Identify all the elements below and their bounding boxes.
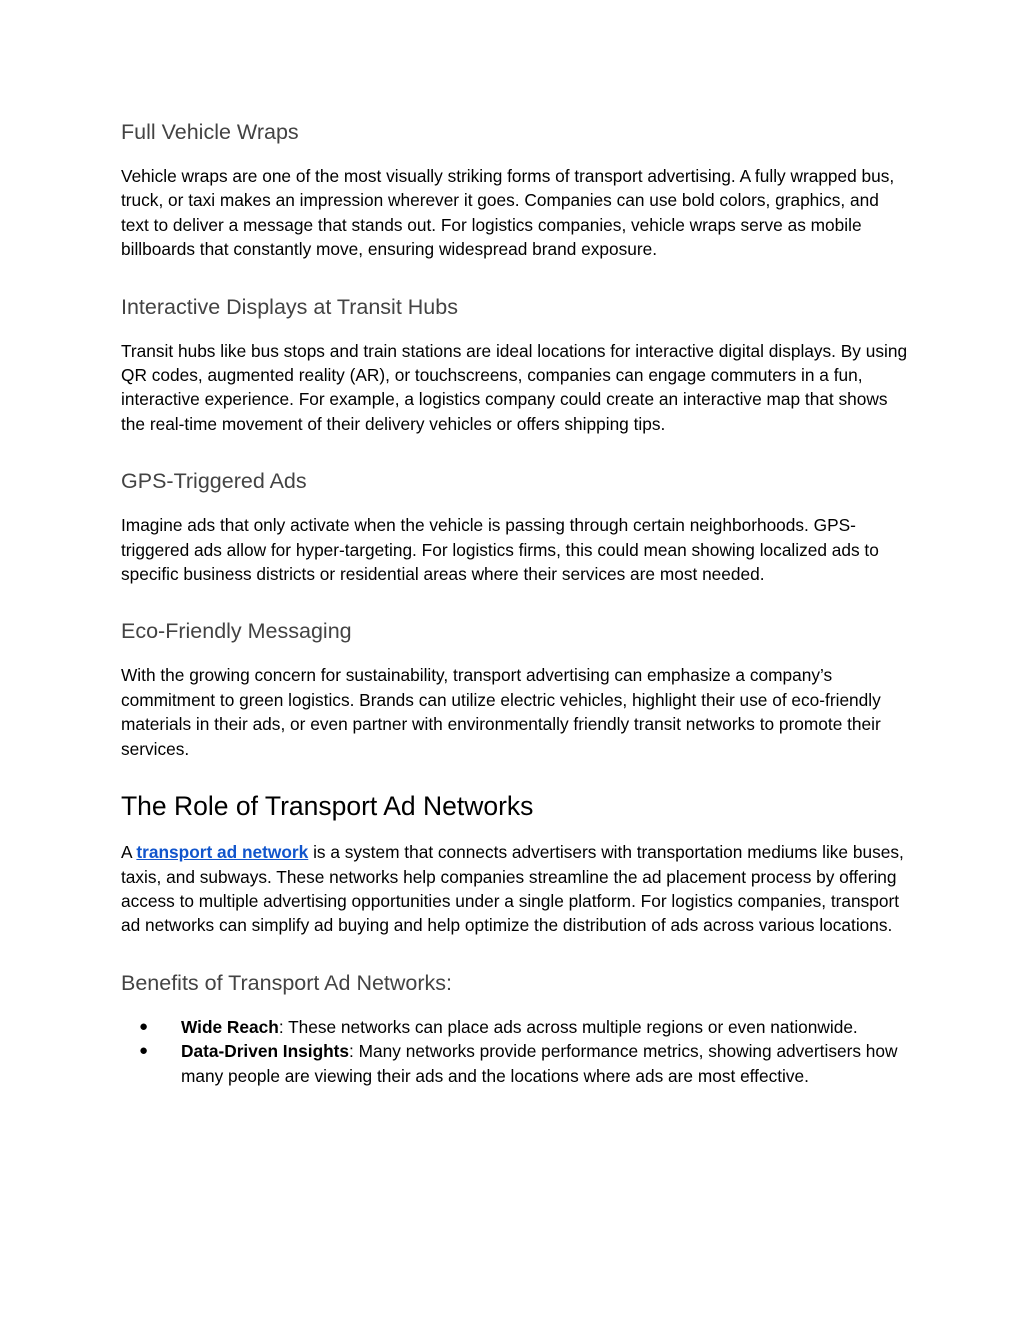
section-body-full-vehicle-wraps: Vehicle wraps are one of the most visually striking forms of transport advertising. A fully wrapped bus, truck, or taxi makes an impression wherever it goes. Companies can use bold colors, graphics, and text to deliver a message that stands out. For logistics companies, vehicle wraps serve as mobile billboards that constantly move, ensuring widespread brand exposure.: [121, 166, 895, 260]
bullet-icon: ●: [139, 1017, 149, 1035]
benefit-text: : These networks can place ads across multiple regions or even nationwide.: [278, 1016, 858, 1037]
list-item: [121, 1015, 911, 1039]
intro-prefix: A: [121, 842, 137, 863]
benefits-list: [121, 1015, 911, 1088]
intro-suffix: is a system that connects advertisers with transportation mediums like buses, taxis, and subways. These networks help companies streamline the ad placement process by offering access to multiple advertising opportunities under a single platform. For logistics companies, transport ad networks can simplify ad buying and help optimize the distribution of ads across various locations.: [121, 842, 904, 936]
transport-ad-network-link[interactable]: transport ad network: [136, 842, 309, 863]
benefit-text: : Many networks provide performance metrics, showing advertisers how many people are viewing their ads and the locations where ads are most effective.: [181, 1041, 898, 1086]
section-body-eco-friendly-messaging: With the growing concern for sustainability, transport advertising can emphasize a company’s commitment to green logistics. Brands can utilize electric vehicles, highlight their use of eco-friendly materials in their ads, or even partner with environmentally friendly transit networks to promote their services.: [121, 665, 881, 759]
section-body-gps-triggered-ads: Imagine ads that only activate when the vehicle is passing through certain neighborhoods. GPS-triggered ads allow for hyper-targeting. For logistics firms, this could mean showing localized ads to specific business districts or residential areas where their services are most needed.: [121, 515, 879, 585]
section-heading-full-vehicle-wraps: Full Vehicle Wraps: [121, 120, 299, 144]
section-heading-interactive-displays: Interactive Displays at Transit Hubs: [121, 294, 458, 319]
benefit-title: Wide Reach: [181, 1016, 279, 1037]
section-heading-gps-triggered-ads: GPS-Triggered Ads: [121, 469, 307, 494]
benefits-heading: Benefits of Transport Ad Networks:: [121, 970, 453, 995]
role-section-intro: [121, 840, 911, 938]
benefit-title: Data-Driven Insights: [181, 1041, 350, 1062]
section-heading-role-of-transport-ad-networks: The Role of Transport Ad Networks: [121, 791, 534, 822]
section-body-interactive-displays: Transit hubs like bus stops and train stations are ideal locations for interactive digital displays. By using QR codes, augmented reality (AR), or touchscreens, companies can engage commuters in a fun, interactive experience. For example, a logistics company could create an interactive map that shows the real-time movement of their delivery vehicles or offers shipping tips.: [121, 340, 908, 434]
bullet-icon: ●: [139, 1042, 149, 1060]
section-heading-eco-friendly-messaging: Eco-Friendly Messaging: [121, 619, 352, 644]
list-item: [121, 1039, 911, 1088]
document-page: [121, 118, 911, 1088]
